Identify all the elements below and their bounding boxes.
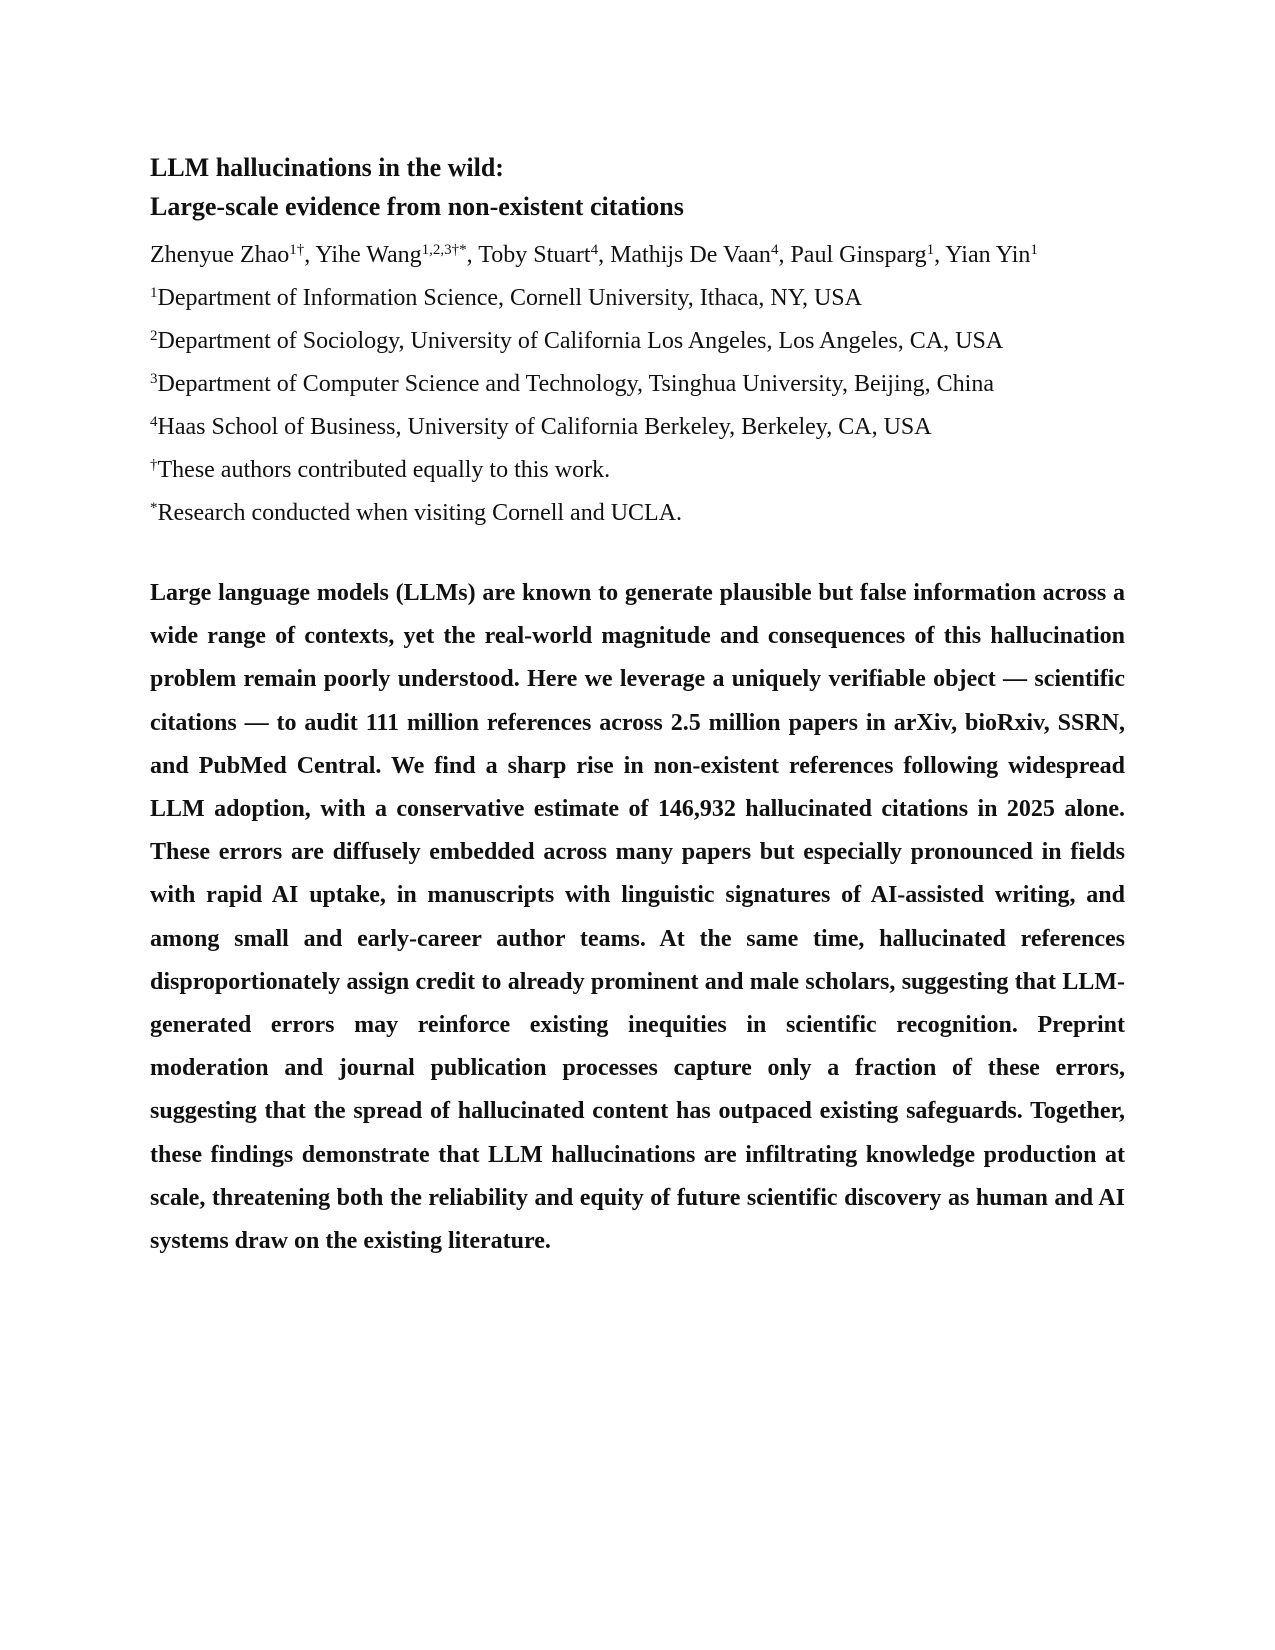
affiliation-text: Research conducted when visiting Cornell and UCLA. (157, 500, 683, 526)
author-affiliation-mark: 1† (289, 242, 305, 258)
author-affiliation-mark: 1 (926, 242, 935, 258)
affiliation-mark: † (150, 457, 158, 473)
affiliation-text: Department of Computer Science and Technology, Tsinghua University, Beijing, China (157, 371, 994, 397)
author-name: Yian Yin (945, 242, 1031, 268)
author-name: Paul Ginsparg (790, 242, 927, 268)
author-affiliation-mark: 1 (1030, 242, 1038, 258)
author-separator: , (778, 242, 791, 268)
affiliation (150, 412, 1125, 442)
author-affiliation-mark: 4 (590, 242, 599, 258)
author-name: Zhenyue Zhao (150, 242, 290, 268)
author-name: Mathijs De Vaan (610, 242, 771, 268)
author (478, 242, 610, 268)
affiliation (150, 369, 1125, 399)
author-name: Toby Stuart (478, 242, 591, 268)
affiliation-list (150, 283, 1125, 528)
author-affiliation-mark: 1,2,3†* (421, 242, 467, 258)
affiliation-text: Department of Information Science, Cornell University, Ithaca, NY, USA (157, 285, 862, 311)
author-separator: , (934, 242, 946, 268)
affiliation-mark: 3 (150, 371, 158, 387)
equal-contribution-note (150, 455, 1125, 485)
abstract: Large language models (LLMs) are known to generate plausible but false information across a wide range of contexts, yet the real-world magnitude and consequences of this hallucination problem remain poorly understood. Here we leverage a uniquely verifiable object — scientific citations — to audit 111 million references across 2.5 million papers in arXiv, bioRxiv, SSRN, and PubMed Central. We find a sharp rise in non-existent references following widespread LLM adoption, with a conservative estimate of 146,932 hallucinated citations in 2025 alone. These errors are diffusely embedded across many papers but especially pronounced in fields with rapid AI uptake, in manuscripts with linguistic signatures of AI-assisted writing, and among small and early-career author teams. At the same time, hallucinated references disproportionately assign credit to already prominent and male scholars, suggesting that LLM-generated errors may reinforce existing inequities in scientific recognition. Preprint moderation and journal publication processes capture only a fraction of these errors, suggesting that the spread of hallucinated content has outpaced existing safeguards. Together, these findings demonstrate that LLM hallucinations are infiltrating knowledge production at scale, threatening both the reliability and equity of future scientific discovery as human and AI systems draw on the existing literature. (150, 580, 1125, 1255)
author (150, 242, 315, 268)
author-separator: , (598, 242, 611, 268)
affiliation-text: These authors contributed equally to this work. (157, 457, 611, 483)
author (790, 242, 945, 268)
title-line-1: LLM hallucinations in the wild: (150, 153, 504, 182)
affiliation-text: Department of Sociology, University of California Los Angeles, Los Angeles, CA, USA (157, 328, 1004, 354)
author (610, 242, 790, 268)
affiliation-mark: 4 (150, 414, 158, 430)
affiliation-mark: 1 (150, 285, 158, 301)
visiting-note (150, 498, 1125, 528)
affiliation-mark: * (150, 500, 158, 516)
affiliation-mark: 2 (150, 328, 158, 344)
affiliation (150, 326, 1125, 356)
paper-title (150, 148, 1125, 226)
author-separator: , (466, 242, 479, 268)
paper-page (150, 148, 1125, 1287)
author-separator: , (304, 242, 316, 268)
author (945, 242, 1038, 268)
title-line-2: Large-scale evidence from non-existent citations (150, 192, 684, 221)
author (315, 242, 478, 268)
affiliation-text: Haas School of Business, University of California Berkeley, Berkeley, CA, USA (157, 414, 932, 440)
author-name: Yihe Wang (315, 242, 422, 268)
affiliation (150, 283, 1125, 313)
author-affiliation-mark: 4 (770, 242, 779, 258)
author-list (150, 240, 1125, 270)
